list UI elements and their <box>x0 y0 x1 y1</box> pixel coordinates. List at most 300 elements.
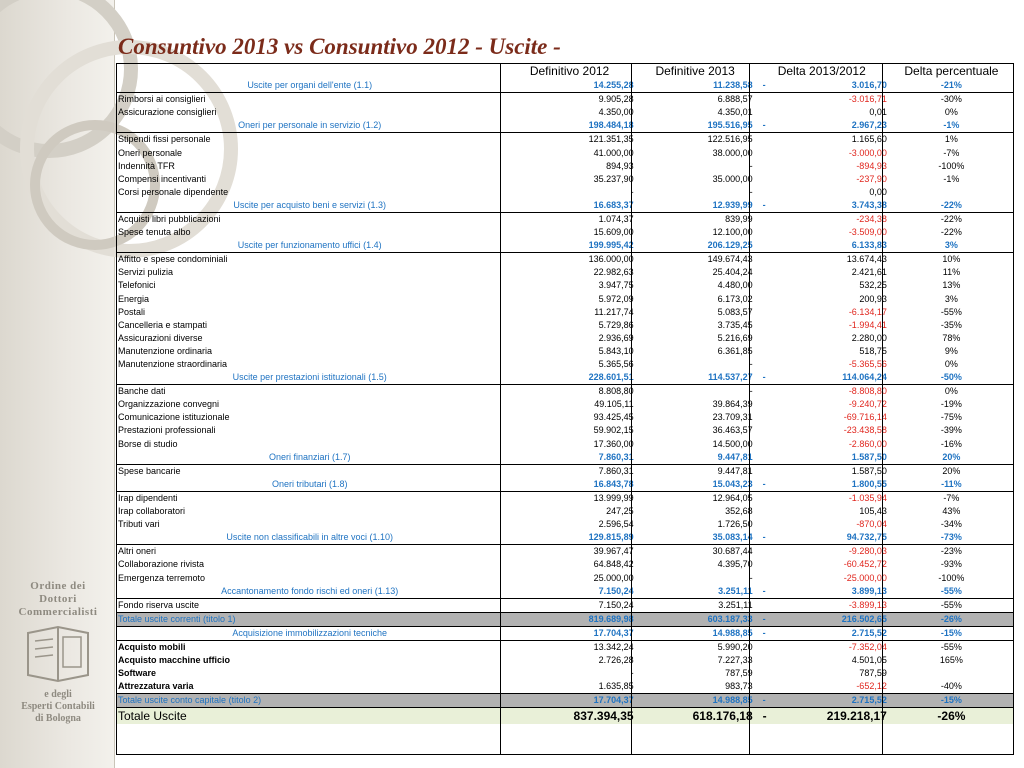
delta-percent: 11% <box>942 267 961 278</box>
delta-value <box>755 518 889 531</box>
value-2013: 9.447,81 <box>717 465 753 476</box>
table-row <box>116 424 1014 437</box>
delta-amount: 105,43 <box>859 506 887 517</box>
delta-percent <box>889 186 1014 199</box>
delta-sign: - <box>762 80 766 91</box>
delta-value <box>755 464 889 478</box>
row-label: Tributi vari <box>118 519 160 530</box>
row-label: Energia <box>118 293 150 304</box>
header-cell: Delta percentuale <box>904 63 999 78</box>
row-label: Attrezzatura varia <box>118 681 194 692</box>
value-2013: 206.129,25 <box>636 239 755 253</box>
value-2013: 15.043,23 <box>636 478 755 492</box>
delta-value <box>755 667 889 680</box>
value-2012: 14.255,28 <box>503 79 635 93</box>
value-2012: 7.150,24 <box>598 599 634 610</box>
row-label: Compensi incentivanti <box>118 173 207 184</box>
row-label: Spese bancarie <box>118 465 181 476</box>
table-row <box>116 279 1014 292</box>
row-label: Acquisto macchine ufficio <box>118 655 231 666</box>
delta-amount: 3.743,38 <box>851 199 887 210</box>
value-2012: 93.425,45 <box>593 412 634 423</box>
row-label: Prestazioni professionali <box>118 425 216 436</box>
row-label: Acquisto mobili <box>118 641 186 652</box>
book-emblem-icon <box>23 623 93 685</box>
value-2012: 5.729,86 <box>598 319 634 330</box>
value-2012: 129.815,89 <box>503 531 635 545</box>
value-2013: 11.238,58 <box>636 79 755 93</box>
delta-percent: -34% <box>940 519 962 530</box>
delta-amount: 0,00 <box>869 186 887 197</box>
row-label: Cancelleria e stampati <box>118 319 208 330</box>
table-row <box>116 253 1014 267</box>
delta-percent: -15% <box>889 694 1014 708</box>
table-row <box>116 438 1014 451</box>
delta-percent: -100% <box>938 572 965 583</box>
delta-sign: - <box>762 585 766 596</box>
delta-value <box>755 239 889 253</box>
row-label: Irap dipendenti <box>118 492 178 503</box>
row-label: Uscite per acquisto beni e servizi (1.3) <box>116 199 503 213</box>
value-2012: 59.902,15 <box>593 425 634 436</box>
value-2013: 36.463,57 <box>712 425 753 436</box>
value-2013: 1.726,50 <box>717 519 753 530</box>
delta-value <box>755 371 889 385</box>
delta-amount: -234,38 <box>856 213 887 224</box>
value-2013: 4.480,00 <box>717 280 753 291</box>
delta-value <box>755 385 889 399</box>
delta-percent <box>889 667 1014 680</box>
value-2013: 618.176,18 <box>636 708 755 725</box>
value-2013: 30.687,44 <box>712 546 753 557</box>
value-2013: 3.251,11 <box>636 585 755 599</box>
value-2013: 114.537,27 <box>636 371 755 385</box>
row-label: Acquisizione immobilizzazioni tecniche <box>116 626 503 640</box>
value-2013: 12.964,05 <box>712 492 753 503</box>
delta-percent: -7% <box>943 147 960 158</box>
delta-percent: -50% <box>889 371 1014 385</box>
row-label: Assicurazione consiglieri <box>118 107 217 118</box>
delta-sign: - <box>762 627 766 638</box>
delta-sign: - <box>762 478 766 489</box>
value-2012: 894,93 <box>606 160 634 171</box>
delta-amount: -25.000,00 <box>843 572 887 583</box>
header-cell: Definitivo 2012 <box>529 63 610 78</box>
row-label: Totale uscite correnti (titolo 1) <box>116 612 503 626</box>
table-row <box>116 491 1014 505</box>
delta-amount: 114.064,24 <box>842 372 887 383</box>
delta-amount: 1.587,50 <box>851 465 887 476</box>
delta-value <box>755 545 889 559</box>
value-2012: 7.860,31 <box>503 451 635 465</box>
sidebar-decoration <box>0 0 115 768</box>
row-label: Stipendi fissi personale <box>118 134 211 145</box>
value-2012: 41.000,00 <box>593 147 634 158</box>
delta-amount: 1.165,60 <box>851 134 887 145</box>
delta-percent: -55% <box>940 306 962 317</box>
delta-amount: 518,75 <box>859 345 887 356</box>
delta-percent: 20% <box>889 451 1014 465</box>
value-2013: - <box>749 160 753 171</box>
delta-value <box>755 708 889 725</box>
delta-amount: -237,90 <box>856 173 887 184</box>
delta-amount: 3.899,13 <box>851 585 887 596</box>
row-label: Acquisti libri pubblicazioni <box>118 213 221 224</box>
delta-percent: -75% <box>940 412 962 423</box>
delta-percent: -39% <box>940 425 962 436</box>
delta-value <box>755 319 889 332</box>
delta-amount: -8.808,80 <box>848 386 887 397</box>
row-label: Postali <box>118 306 146 317</box>
value-2013: 122.516,95 <box>707 134 753 145</box>
delta-value <box>755 612 889 626</box>
delta-value <box>755 293 889 306</box>
value-2012: 13.999,99 <box>593 492 634 503</box>
value-2012: - <box>630 186 634 197</box>
delta-amount: 219.218,17 <box>826 708 887 723</box>
delta-value <box>755 212 889 226</box>
delta-amount: 2.967,23 <box>851 120 887 131</box>
value-2012: 11.217,74 <box>594 306 634 317</box>
delta-value <box>755 694 889 708</box>
table-row <box>116 518 1014 531</box>
value-2012: 819.689,98 <box>503 612 635 626</box>
table-row <box>116 266 1014 279</box>
value-2012: 17.360,00 <box>593 438 634 449</box>
value-2013: 149.674,43 <box>707 254 753 265</box>
delta-percent: -40% <box>940 681 962 692</box>
row-label: Uscite non classificabili in altre voci (1.10) <box>116 531 503 545</box>
value-2012: 39.967,47 <box>593 546 634 557</box>
total-row <box>116 612 1014 626</box>
delta-amount: 2.715,52 <box>851 695 887 706</box>
table-row <box>116 293 1014 306</box>
delta-amount: 787,59 <box>859 668 887 679</box>
delta-value <box>755 173 889 186</box>
logo-line: di Bologna <box>35 713 81 724</box>
delta-value <box>755 79 889 93</box>
delta-value <box>755 279 889 292</box>
value-2012: 9.905,28 <box>598 94 634 105</box>
value-2013: 983,73 <box>725 681 753 692</box>
delta-amount: 0,01 <box>869 107 887 118</box>
delta-percent: -19% <box>940 399 962 410</box>
value-2012: 136.000,00 <box>588 254 634 265</box>
table-row <box>116 654 1014 667</box>
delta-amount: 13.674,43 <box>846 254 887 265</box>
delta-percent: -26% <box>889 708 1014 725</box>
delta-percent: -55% <box>940 599 962 610</box>
delta-percent: 3% <box>889 239 1014 253</box>
delta-value <box>755 332 889 345</box>
row-label: Uscite per organi dell'ente (1.1) <box>116 79 503 93</box>
delta-percent: -21% <box>889 79 1014 93</box>
delta-percent: -73% <box>889 531 1014 545</box>
delta-value <box>755 505 889 518</box>
delta-value <box>755 160 889 173</box>
delta-value <box>755 186 889 199</box>
table-row <box>116 93 1014 107</box>
table-row <box>116 640 1014 654</box>
delta-value <box>755 654 889 667</box>
value-2013: 4.350,01 <box>717 107 753 118</box>
delta-sign: - <box>762 120 766 131</box>
delta-percent: -22% <box>889 199 1014 213</box>
value-2012: 247,25 <box>606 506 634 517</box>
delta-amount: 532,25 <box>859 280 887 291</box>
row-label: Totale Uscite <box>116 708 503 725</box>
delta-value <box>755 558 889 571</box>
value-2013: 35.083,14 <box>636 531 755 545</box>
table-row <box>116 505 1014 518</box>
delta-percent: 13% <box>942 280 961 291</box>
row-label: Rimborsi ai consiglieri <box>118 94 206 105</box>
row-label: Oneri finanziari (1.7) <box>116 451 503 465</box>
delta-percent: -7% <box>943 492 960 503</box>
header-cell: Definitive 2013 <box>655 63 735 78</box>
value-2012: 7.860,31 <box>598 465 634 476</box>
delta-percent: 0% <box>944 386 958 397</box>
delta-amount: -3.509,00 <box>848 227 887 238</box>
table-row <box>116 106 1014 119</box>
value-2013: 5.216,69 <box>717 332 753 343</box>
subtotal-row <box>116 239 1014 253</box>
delta-amount: -1.035,94 <box>848 492 887 503</box>
table-row <box>116 358 1014 371</box>
value-2012: 1.635,85 <box>598 681 634 692</box>
delta-amount: 1.800,55 <box>851 478 887 489</box>
value-2013: - <box>749 572 753 583</box>
table-row <box>116 667 1014 680</box>
delta-amount: 6.133,83 <box>851 240 887 251</box>
delta-amount: -7.352,04 <box>848 641 887 652</box>
row-label: Assicurazioni diverse <box>118 332 203 343</box>
delta-value <box>755 306 889 319</box>
row-label: Corsi personale dipendente <box>118 186 229 197</box>
delta-value <box>755 146 889 159</box>
delta-value <box>755 93 889 107</box>
delta-amount: 2.715,52 <box>851 627 887 638</box>
value-2012: 5.972,09 <box>598 293 634 304</box>
value-2012: 17.704,37 <box>503 694 635 708</box>
value-2012: 16.683,37 <box>503 199 635 213</box>
delta-value <box>755 598 889 612</box>
delta-sign: - <box>762 532 766 543</box>
delta-amount: -5.365,56 <box>848 359 887 370</box>
delta-amount: 4.501,05 <box>851 655 887 666</box>
delta-value <box>755 106 889 119</box>
delta-percent: 1% <box>944 134 958 145</box>
delta-value <box>755 226 889 239</box>
delta-percent: -11% <box>889 478 1014 492</box>
value-2013: 14.500,00 <box>712 438 753 449</box>
delta-percent: 165% <box>939 655 963 666</box>
value-2013: 3.735,45 <box>717 319 753 330</box>
value-2013: 6.888,57 <box>717 94 753 105</box>
value-2012: 8.808,80 <box>598 386 634 397</box>
total-row <box>116 694 1014 708</box>
delta-value <box>755 411 889 424</box>
delta-percent: -16% <box>940 438 962 449</box>
delta-amount: -9.280,03 <box>848 546 887 557</box>
value-2013: - <box>749 359 753 370</box>
row-label: Indennità TFR <box>118 160 175 171</box>
value-2012: 228.601,51 <box>503 371 635 385</box>
delta-value <box>755 478 889 492</box>
value-2012: 837.394,35 <box>503 708 635 725</box>
delta-percent: -55% <box>889 585 1014 599</box>
table-row <box>116 385 1014 399</box>
table-row <box>116 680 1014 694</box>
delta-amount: -6.134,17 <box>848 306 887 317</box>
table-row <box>116 226 1014 239</box>
delta-amount: -3.016,71 <box>848 94 887 105</box>
value-2012: 198.484,18 <box>503 119 635 133</box>
delta-percent: 20% <box>942 465 961 476</box>
value-2012: 13.342,24 <box>593 641 634 652</box>
row-label: Software <box>118 668 157 679</box>
delta-amount: 94.732,75 <box>846 532 887 543</box>
logo-line: Commercialisti <box>18 606 98 618</box>
row-label: Comunicazione istituzionale <box>118 412 230 423</box>
table-row <box>116 186 1014 199</box>
delta-percent: -15% <box>889 626 1014 640</box>
delta-value <box>755 345 889 358</box>
table-row <box>116 160 1014 173</box>
row-label: Organizzazione convegni <box>118 399 220 410</box>
value-2012: 64.848,42 <box>593 559 634 570</box>
delta-value <box>755 358 889 371</box>
delta-amount: -3.000,00 <box>848 147 887 158</box>
row-label: Altri oneri <box>118 546 157 557</box>
subtotal-row <box>116 626 1014 640</box>
subtotal-row <box>116 199 1014 213</box>
table-row <box>116 398 1014 411</box>
delta-amount: -60.452,72 <box>843 559 887 570</box>
table-row <box>116 558 1014 571</box>
value-2013: 352,68 <box>725 506 753 517</box>
delta-amount: -2.860,00 <box>848 438 887 449</box>
header-cell: Delta 2013/2012 <box>777 63 866 78</box>
row-label: Servizi pulizia <box>118 267 174 278</box>
table-row <box>116 173 1014 186</box>
table-row <box>116 345 1014 358</box>
row-label: Totale uscite conto capitale (titolo 2) <box>116 694 503 708</box>
table-row <box>116 133 1014 147</box>
row-label: Manutenzione straordinaria <box>118 359 228 370</box>
delta-percent: 3% <box>944 293 958 304</box>
budget-table <box>116 63 1014 724</box>
delta-percent: -26% <box>889 612 1014 626</box>
delta-amount: -23.438,58 <box>843 425 887 436</box>
table-row <box>116 332 1014 345</box>
logo-line: Ordine dei <box>30 580 86 592</box>
delta-value <box>755 491 889 505</box>
value-2013: 6.361,85 <box>717 345 753 356</box>
value-2012: 5.843,10 <box>598 345 634 356</box>
delta-percent: 78% <box>942 332 961 343</box>
logo-line: e degli <box>44 689 72 700</box>
delta-amount: 200,93 <box>859 293 887 304</box>
delta-value <box>755 451 889 465</box>
value-2012: 7.150,24 <box>503 585 635 599</box>
delta-value <box>755 119 889 133</box>
delta-amount: -3.899,13 <box>848 599 887 610</box>
delta-percent: 9% <box>944 345 958 356</box>
delta-value <box>755 424 889 437</box>
row-label: Spese tenuta albo <box>118 227 191 238</box>
row-label: Uscite per funzionamento uffici (1.4) <box>116 239 503 253</box>
delta-percent: -35% <box>940 319 962 330</box>
delta-value <box>755 585 889 599</box>
subtotal-row <box>116 531 1014 545</box>
subtotal-row <box>116 371 1014 385</box>
delta-amount: -1.994,41 <box>848 319 887 330</box>
table-row <box>116 411 1014 424</box>
logo-line: Dottori <box>39 593 77 605</box>
table-row <box>116 146 1014 159</box>
value-2013: 25.404,24 <box>712 267 753 278</box>
row-label: Irap collaboratori <box>118 506 186 517</box>
value-2013: 35.000,00 <box>712 173 753 184</box>
delta-value <box>755 571 889 584</box>
subtotal-row <box>116 451 1014 465</box>
value-2013: 12.100,00 <box>712 227 753 238</box>
row-label: Emergenza terremoto <box>118 572 206 583</box>
row-label: Manutenzione ordinaria <box>118 345 213 356</box>
delta-value <box>755 640 889 654</box>
delta-value <box>755 438 889 451</box>
delta-percent: -22% <box>940 227 962 238</box>
row-label: Borse di studio <box>118 438 178 449</box>
delta-value <box>755 680 889 694</box>
row-label: Oneri per personale in servizio (1.2) <box>116 119 503 133</box>
row-label: Oneri tributari (1.8) <box>116 478 503 492</box>
value-2012: 35.237,90 <box>593 173 634 184</box>
value-2012: 17.704,37 <box>503 626 635 640</box>
subtotal-row <box>116 478 1014 492</box>
delta-amount: 2.280,00 <box>851 332 887 343</box>
row-label: Affitto e spese condominiali <box>118 254 228 265</box>
value-2013: 3.251,11 <box>718 599 753 610</box>
grand-total-row <box>116 708 1014 725</box>
delta-sign: - <box>762 372 766 383</box>
delta-sign: - <box>762 613 766 624</box>
value-2013: - <box>749 186 753 197</box>
page-title: Consuntivo 2013 vs Consuntivo 2012 - Uscite - <box>118 34 561 59</box>
delta-value <box>755 398 889 411</box>
table-row <box>116 571 1014 584</box>
value-2013: 5.083,57 <box>717 306 753 317</box>
table-row <box>116 545 1014 559</box>
delta-amount: 3.016,70 <box>851 80 887 91</box>
delta-amount: -652,12 <box>856 681 887 692</box>
delta-percent: -22% <box>940 213 962 224</box>
delta-value <box>755 199 889 213</box>
value-2013: 14.988,85 <box>636 694 755 708</box>
value-2012: 5.365,56 <box>598 359 634 370</box>
value-2013: 38.000,00 <box>712 147 753 158</box>
delta-value <box>755 266 889 279</box>
delta-percent: -93% <box>940 559 962 570</box>
value-2013: 7.227,33 <box>717 655 753 666</box>
delta-amount: -894,93 <box>856 160 887 171</box>
value-2013: 6.173,02 <box>717 293 753 304</box>
table-header-row <box>116 63 1014 79</box>
delta-sign: - <box>762 199 766 210</box>
row-label: Collaborazione rivista <box>118 559 205 570</box>
delta-percent: -100% <box>938 160 965 171</box>
